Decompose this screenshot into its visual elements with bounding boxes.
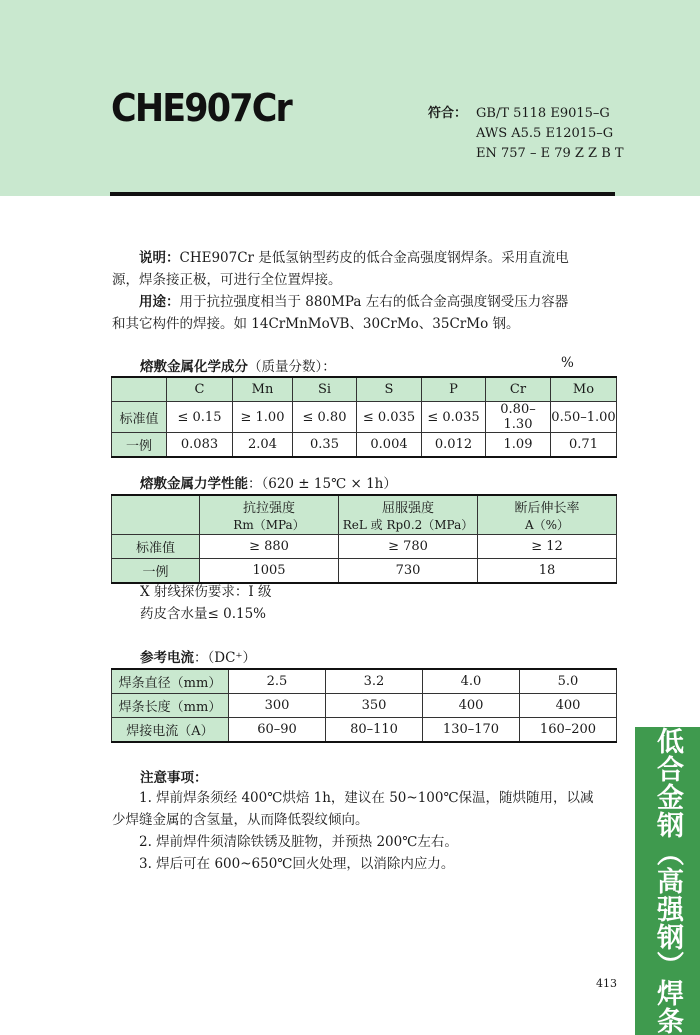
mech-table <box>111 494 617 584</box>
note-item-1-line1: 1. 焊前焊条须经 400℃烘焙 1h，建议在 50~100℃保温，随烘随用，以减 <box>139 790 594 806</box>
mech-heading <box>140 472 397 492</box>
chem-col-mn: Mn <box>233 377 293 402</box>
mech-col-name: 抗拉强度 <box>242 501 295 516</box>
mech-cell: ≥ 880 <box>200 535 339 559</box>
description-label: 说明： <box>139 250 180 266</box>
header-band <box>0 0 700 196</box>
description-line1: CHE907Cr 是低氢钠型药皮的低合金高强度钢焊条。采用直流电 <box>179 250 569 266</box>
current-table <box>111 668 617 743</box>
table-row <box>112 535 617 559</box>
notes-heading <box>140 766 208 786</box>
table-row <box>112 402 617 433</box>
chem-cell: 0.012 <box>422 433 486 458</box>
standard-en: EN 757 – E 79 Z Z B T <box>476 146 624 161</box>
chem-cell: 0.35 <box>293 433 357 458</box>
mech-col-elongation <box>478 495 617 535</box>
chem-cell: 0.80–1.30 <box>486 402 551 433</box>
notes-list <box>112 787 615 875</box>
chem-col-c: C <box>167 377 233 402</box>
current-row-label: 焊接电流（A） <box>112 718 229 743</box>
chem-cell: ≥ 1.00 <box>233 402 293 433</box>
header-rule <box>110 192 615 196</box>
mech-cell: 18 <box>478 559 617 584</box>
table-row <box>112 694 617 718</box>
mech-col-name: 屈服强度 <box>381 501 434 516</box>
current-cell: 3.2 <box>326 669 423 694</box>
mech-col-unit: ReL 或 Rp0.2（MPa） <box>342 518 474 532</box>
mech-col-name: 断后伸长率 <box>514 501 580 516</box>
current-cell: 60–90 <box>229 718 326 743</box>
mech-corner-cell <box>112 495 200 535</box>
usage-label: 用途： <box>139 294 180 310</box>
chem-col-mo: Mo <box>551 377 617 402</box>
table-row <box>112 433 617 458</box>
current-cell: 4.0 <box>423 669 520 694</box>
chem-table <box>111 376 617 458</box>
chem-cell: 1.09 <box>486 433 551 458</box>
current-cell: 80–110 <box>326 718 423 743</box>
usage-line2: 和其它构件的焊接。如 14CrMnMoVB、30CrMo、35CrMo 钢。 <box>112 316 520 332</box>
current-cell: 350 <box>326 694 423 718</box>
usage-line1: 用于抗拉强度相当于 880MPa 左右的低合金高强度钢受压力容器 <box>179 294 569 310</box>
note-item-1-line2: 少焊缝金属的含氢量，从而降低裂纹倾向。 <box>112 812 369 828</box>
mech-cell: ≥ 780 <box>339 535 478 559</box>
mech-col-tensile <box>200 495 339 535</box>
moisture-requirement: 药皮含水量≤ 0.15% <box>140 606 266 622</box>
notes-title: 注意事项： <box>140 770 208 786</box>
mech-cell: ≥ 12 <box>478 535 617 559</box>
chem-suffix: （质量分数）： <box>248 359 336 375</box>
chapter-side-tab-label: 低合金钢（高强钢）焊条 <box>652 727 683 1035</box>
current-cell: 400 <box>423 694 520 718</box>
current-suffix: ：（DC⁺） <box>194 650 257 666</box>
chem-col-p: P <box>422 377 486 402</box>
mech-title: 熔敷金属力学性能 <box>140 476 248 492</box>
current-cell: 2.5 <box>229 669 326 694</box>
standard-gb: GB/T 5118 E9015–G <box>476 106 610 121</box>
standards-label: 符合： <box>428 106 468 121</box>
xray-requirement: X 射线探伤要求：I 级 <box>140 584 272 600</box>
current-cell: 160–200 <box>520 718 617 743</box>
chem-row-label: 一例 <box>112 433 167 458</box>
standards-block <box>428 104 624 164</box>
chem-col-s: S <box>357 377 422 402</box>
description-paragraph <box>112 247 615 335</box>
chem-title: 熔敷金属化学成分 <box>140 359 248 375</box>
table-row <box>112 559 617 584</box>
product-title: CHE907Cr <box>111 86 291 130</box>
chem-cell: ≤ 0.80 <box>293 402 357 433</box>
chem-col-si: Si <box>293 377 357 402</box>
chem-cell: 0.71 <box>551 433 617 458</box>
note-item-3: 3. 焊后可在 600~650℃回火处理，以消除内应力。 <box>139 856 455 872</box>
mech-cell: 730 <box>339 559 478 584</box>
chem-cell: ≤ 0.15 <box>167 402 233 433</box>
chapter-side-tab <box>635 727 700 1035</box>
current-title: 参考电流 <box>140 650 194 666</box>
mech-col-unit: Rm（MPa） <box>233 518 305 532</box>
chem-cell: ≤ 0.035 <box>357 402 422 433</box>
mech-suffix: ：（620 ± 15℃ × 1h） <box>248 476 397 492</box>
current-cell: 5.0 <box>520 669 617 694</box>
current-heading <box>140 646 256 666</box>
standard-aws: AWS A5.5 E12015–G <box>476 126 614 141</box>
current-row-label: 焊条长度（mm） <box>112 694 229 718</box>
chem-cell: 0.50–1.00 <box>551 402 617 433</box>
mech-col-unit: A（%） <box>524 518 570 532</box>
mech-cell: 1005 <box>200 559 339 584</box>
current-cell: 130–170 <box>423 718 520 743</box>
chem-row-label: 标准值 <box>112 402 167 433</box>
note-item-2: 2. 焊前焊件须清除铁锈及脏物，并预热 200℃左右。 <box>139 834 458 850</box>
table-row <box>112 718 617 743</box>
current-cell: 400 <box>520 694 617 718</box>
chem-unit: % <box>561 355 574 371</box>
table-row <box>112 669 617 694</box>
mech-row-label: 一例 <box>112 559 200 584</box>
current-row-label: 焊条直径（mm） <box>112 669 229 694</box>
description-line2: 源，焊条接正极，可进行全位置焊接。 <box>112 272 342 288</box>
page-number: 413 <box>596 977 617 990</box>
chem-heading <box>140 355 336 375</box>
chem-cell: 0.083 <box>167 433 233 458</box>
chem-cell: 2.04 <box>233 433 293 458</box>
mech-row-label: 标准值 <box>112 535 200 559</box>
current-cell: 300 <box>229 694 326 718</box>
chem-cell: ≤ 0.035 <box>422 402 486 433</box>
chem-col-cr: Cr <box>486 377 551 402</box>
chem-cell: 0.004 <box>357 433 422 458</box>
mech-col-yield <box>339 495 478 535</box>
chem-corner-cell <box>112 377 167 402</box>
